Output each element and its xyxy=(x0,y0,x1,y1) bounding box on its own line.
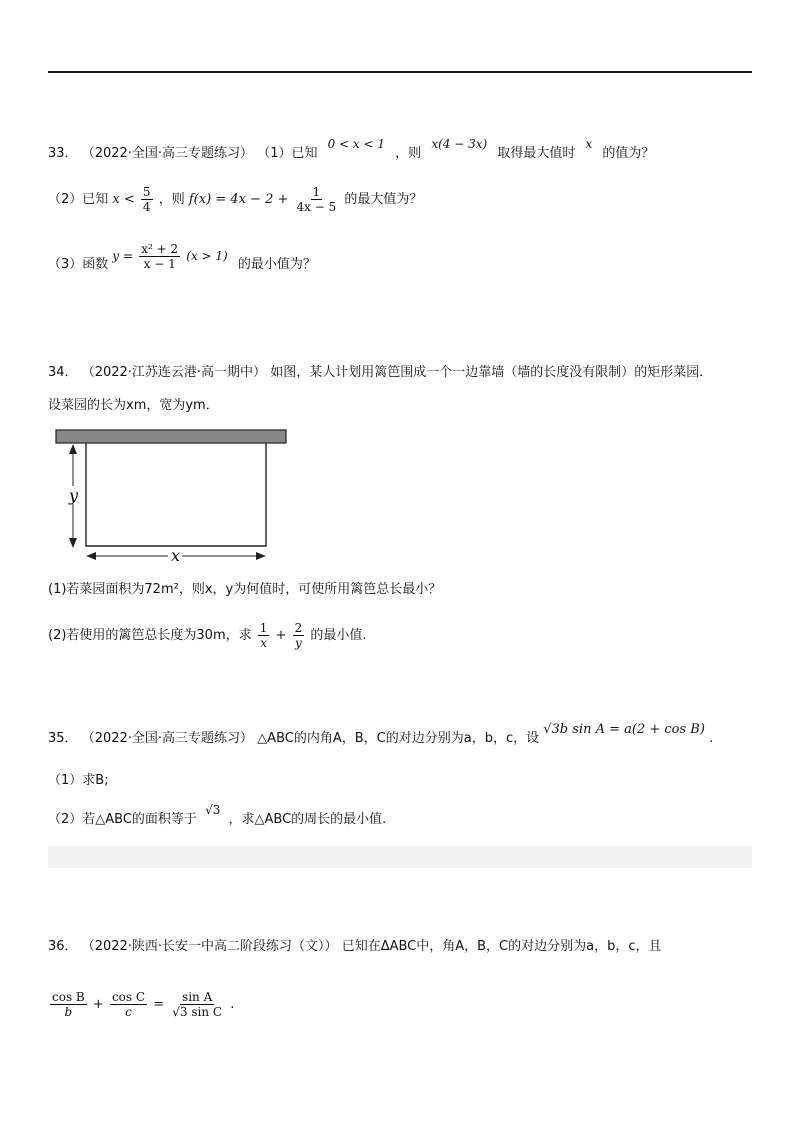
q36-frac1-num: cos B xyxy=(52,990,85,1004)
q33-part3-cond: (x > 1) xyxy=(186,249,228,263)
q34-part1 xyxy=(48,581,441,599)
q33-part2-cond: x < xyxy=(112,192,135,207)
q33-part2-label: （2）已知 xyxy=(48,192,109,207)
q36-frac3-num: sin A xyxy=(182,990,213,1004)
q33-part1-mid: ，则 xyxy=(395,146,422,161)
y-label: y xyxy=(69,486,79,505)
y-arrow-up xyxy=(69,444,77,454)
q34-part2-frac1 xyxy=(258,621,270,650)
q35-part1 xyxy=(48,772,109,790)
q35-source: （2022·全国·高三专题练习） xyxy=(81,731,254,746)
q34-number: 34． xyxy=(48,365,78,380)
q36-frac3-den: √3 sin C xyxy=(172,1005,223,1019)
q35-part2-end: ，求△ABC的周长的最小值. xyxy=(228,812,387,827)
q33-line2 xyxy=(48,185,422,214)
q34-part2-frac2-num: 2 xyxy=(294,621,303,635)
x-arrow-right xyxy=(256,552,266,560)
q36-end: . xyxy=(230,997,235,1012)
q36-source: （2022·陕西·长安一中高二阶段练习（文）） xyxy=(81,939,338,954)
x-label: x xyxy=(171,546,181,565)
q34-part2-frac1-num: 1 xyxy=(259,621,268,635)
q36-frac1 xyxy=(50,990,87,1019)
garden-diagram xyxy=(48,422,298,568)
q35-equation: √3b sin A = a(2 + cos B) xyxy=(543,722,705,737)
q33-part2-end: 的最大值为？ xyxy=(344,192,423,207)
q34-line2 xyxy=(48,397,219,415)
q34-part2-pre: (2)若使用的篱笆总长度为30m，求 xyxy=(48,628,252,643)
q36-equation xyxy=(48,990,234,1019)
y-arrow-down xyxy=(69,538,77,548)
q34-source: （2022·江苏连云港·高一期中） xyxy=(81,365,267,380)
q33-number: 33． xyxy=(48,146,78,161)
q35-part2-pre: （2）若△ABC的面积等于 xyxy=(48,812,197,827)
q33-line3 xyxy=(48,242,316,279)
q35-part2 xyxy=(48,803,387,829)
q34-text-line1: 如图，某人计划用篱笆围成一个一边靠墙（墙的长度没有限制）的矩形菜园． xyxy=(270,365,713,380)
q35-part2-val: √3 xyxy=(205,803,221,817)
q35-equation-end: . xyxy=(709,731,714,746)
gray-band xyxy=(48,846,752,868)
q36-frac3 xyxy=(170,990,224,1019)
q33-part2-frac xyxy=(295,185,339,214)
q34-part2-end: 的最小值. xyxy=(310,628,367,643)
q36-frac1-den: b xyxy=(64,1005,73,1019)
q33-part1-label: （1）已知 xyxy=(257,146,318,161)
q33-part3-func: y = xyxy=(112,249,134,263)
q36-frac2-num: cos C xyxy=(111,990,146,1004)
q34-part1-text: (1)若菜园面积为72m²，则x，y为何值时，可使所用篱笆总长最小？ xyxy=(48,582,442,597)
q33-part1-var: x xyxy=(585,137,593,151)
q34-line1 xyxy=(48,364,712,382)
q33-part2-cond-den: 4 xyxy=(142,200,151,214)
q33-part3-end: 的最小值为？ xyxy=(237,257,316,272)
q36-number: 36． xyxy=(48,939,78,954)
q36-text: 已知在ΔABC中，角A，B，C的对边分别为a，b，c，且 xyxy=(341,939,662,954)
q33-part2-frac-den: 4x − 5 xyxy=(296,200,337,214)
q33-part3-label: （3）函数 xyxy=(48,257,109,272)
q33-part1-mid2: 取得最大值时 xyxy=(497,146,576,161)
q33-part3-frac-den: x − 1 xyxy=(143,257,176,271)
q33-part3-frac xyxy=(139,242,180,271)
q36-equals: = xyxy=(153,997,165,1012)
q33-part2-frac-num: 1 xyxy=(312,185,321,199)
q34-part2-frac2 xyxy=(293,621,305,650)
q35-part1-text: （1）求B; xyxy=(48,773,109,788)
q33-part2-func: f(x) = 4x − 2 + xyxy=(188,192,289,207)
q35-number: 35． xyxy=(48,731,78,746)
top-rule xyxy=(48,71,752,73)
q36-line1 xyxy=(48,938,662,956)
q34-part2-frac1-den: x xyxy=(260,636,267,650)
q34-part2-plus: + xyxy=(275,628,287,643)
q33-source: （2022·全国·高三专题练习） xyxy=(81,146,254,161)
q33-part2-mid: ，则 xyxy=(158,192,185,207)
q33-line1 xyxy=(48,137,655,163)
wall xyxy=(56,430,286,443)
q33-part1-expr: x(4 − 3x) xyxy=(431,137,488,151)
q33-part2-cond-frac xyxy=(141,185,153,214)
fence-rectangle xyxy=(86,443,266,546)
q33-part1-cond: 0 < x < 1 xyxy=(327,137,386,151)
q36-frac2 xyxy=(110,990,147,1019)
q35-line1 xyxy=(48,722,714,748)
q34-part2-frac2-den: y xyxy=(295,636,302,650)
q36-frac2-den: c xyxy=(125,1005,132,1019)
q34-part2 xyxy=(48,621,367,650)
q33-part1-end: 的值为？ xyxy=(602,146,655,161)
q34-text-line2: 设菜园的长为xm，宽为ym． xyxy=(48,398,219,413)
q36-plus: + xyxy=(92,997,104,1012)
q33-part3-frac-num: x² + 2 xyxy=(141,242,179,256)
x-arrow-left xyxy=(86,552,96,560)
q35-text: △ABC的内角A，B，C的对边分别为a，b，c，设 xyxy=(257,731,540,746)
q33-part2-cond-num: 5 xyxy=(142,185,151,199)
